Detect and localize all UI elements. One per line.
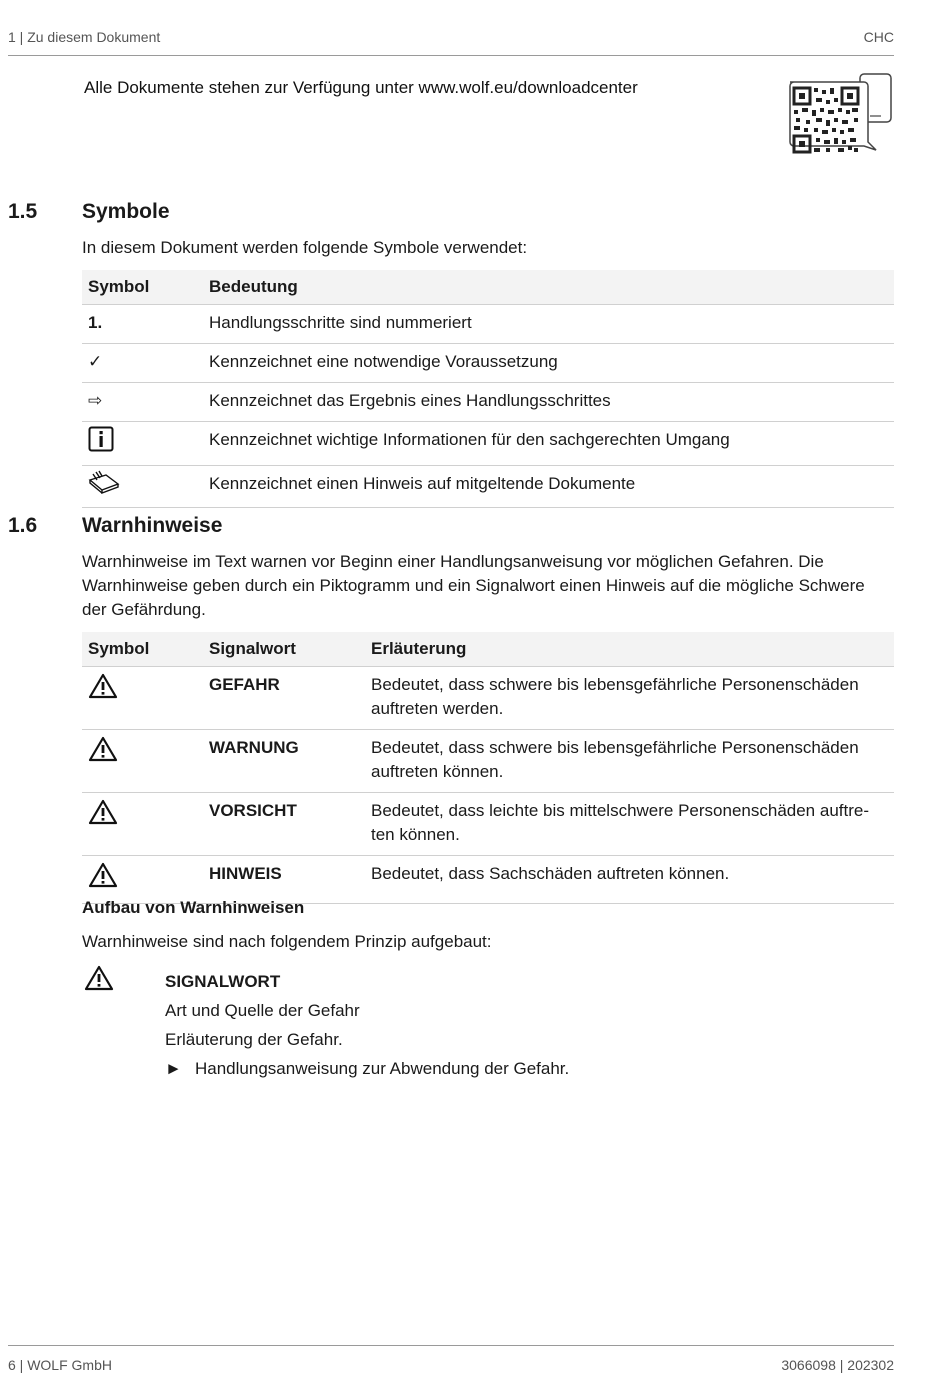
symbol-step-number: 1. <box>82 305 203 344</box>
page-footer <box>8 1345 894 1373</box>
warning-triangle-icon <box>88 862 118 888</box>
example-hazard-explanation: Erläuterung der Gefahr. <box>165 1030 343 1049</box>
warnings-intro: Warnhinweise im Text warnen vor Beginn einer Handlungsanweisung vor möglichen Gefahren. Die Warnhinweise geben durch ein Piktogramm und ein Signalwort einen Hinweis auf die mögliche Schwere der Gefährdung. <box>82 552 865 619</box>
example-signal-word: SIGNALWORT <box>165 972 281 991</box>
signal-word: GEFAHR <box>203 667 365 730</box>
table-row <box>82 344 894 383</box>
example-action <box>165 1054 569 1083</box>
table-row <box>82 383 894 422</box>
explain-cell: Bedeutet, dass schwere bis lebensgefährliche Personenschäden auftreten werden. <box>365 667 894 730</box>
footer-doc-number: 3066098 | 202302 <box>781 1357 894 1373</box>
structure-intro: Warnhinweise sind nach folgendem Prinzip aufgebaut: <box>82 932 492 951</box>
book-icon <box>88 470 120 494</box>
action-arrow-icon: ► <box>165 1059 182 1078</box>
section-title-symbols: Symbole <box>82 200 170 223</box>
table-row <box>82 856 894 904</box>
col-explain: Erläuterung <box>365 632 894 667</box>
symbols-table <box>82 270 894 508</box>
meaning-cell: Kennzeichnet wichtige Informationen für den sachgerechten Umgang <box>203 422 894 466</box>
col-signal: Signalwort <box>203 632 365 667</box>
symbols-intro: In diesem Dokument werden folgende Symbole verwendet: <box>82 238 528 257</box>
warning-triangle-icon <box>88 736 118 762</box>
example-lines <box>165 967 569 1083</box>
page-header <box>8 29 894 56</box>
structure-heading: Aufbau von Warnhinweisen <box>82 898 305 917</box>
table-row <box>82 793 894 856</box>
header-chapter: 1 | Zu diesem Dokument <box>8 29 161 45</box>
signal-word: WARNUNG <box>203 730 365 793</box>
explain-cell: Bedeutet, dass schwere bis lebensgefährliche Personenschäden auftreten können. <box>365 730 894 793</box>
col-symbol: Symbol <box>82 270 203 305</box>
result-arrow-icon: ⇨ <box>82 383 203 422</box>
warning-triangle-icon <box>88 673 118 699</box>
warning-triangle-icon <box>84 965 114 991</box>
example-action-text: Handlungsanweisung zur Abwendung der Gefahr. <box>195 1059 570 1078</box>
table-row <box>82 305 894 344</box>
qr-code-phone-icon <box>782 72 894 166</box>
meaning-cell: Kennzeichnet einen Hinweis auf mitgeltende Dokumente <box>203 466 894 508</box>
section-title-warnings: Warnhinweise <box>82 514 223 537</box>
col-symbol: Symbol <box>82 632 203 667</box>
header-product: CHC <box>863 29 894 45</box>
footer-page-company: 6 | WOLF GmbH <box>8 1357 112 1373</box>
checkmark-icon: ✓ <box>82 344 203 383</box>
table-header-row <box>82 270 894 305</box>
meaning-cell: Handlungsschritte sind nummeriert <box>203 305 894 344</box>
info-icon <box>88 426 114 452</box>
table-row <box>82 667 894 730</box>
example-hazard-source: Art und Quelle der Gefahr <box>165 1001 360 1020</box>
explain-cell: Bedeutet, dass Sachschäden auftreten können. <box>365 856 894 904</box>
explain-cell: Bedeutet, dass leichte bis mittelschwere Personenschäden auftre-ten können. <box>365 793 894 856</box>
table-row <box>82 466 894 508</box>
warnings-table <box>82 632 894 904</box>
table-row <box>82 730 894 793</box>
table-row <box>82 422 894 466</box>
section-number-warnings: 1.6 <box>8 514 38 537</box>
warning-triangle-icon <box>88 799 118 825</box>
signal-word: VORSICHT <box>203 793 365 856</box>
col-meaning: Bedeutung <box>203 270 894 305</box>
table-header-row <box>82 632 894 667</box>
meaning-cell: Kennzeichnet das Ergebnis eines Handlungsschrittes <box>203 383 894 422</box>
download-note: Alle Dokumente stehen zur Verfügung unter www.wolf.eu/downloadcenter <box>84 78 638 97</box>
section-number-symbols: 1.5 <box>8 200 38 223</box>
meaning-cell: Kennzeichnet eine notwendige Voraussetzung <box>203 344 894 383</box>
signal-word: HINWEIS <box>203 856 365 904</box>
